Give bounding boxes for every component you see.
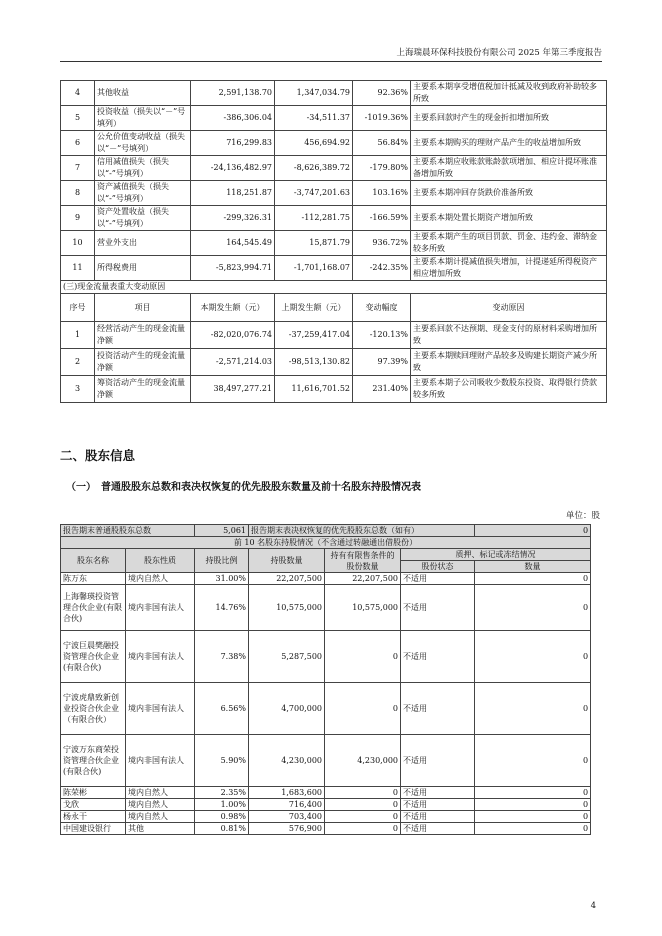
shareholder-count: 0 xyxy=(475,787,591,799)
cashflow-header-row xyxy=(61,294,607,322)
profit-prior: -3,747,201.63 xyxy=(275,181,353,206)
shareholder-restricted: 0 xyxy=(325,683,401,735)
profit-reason: 主要系本期应收账款账龄款项增加、相应计提坏账准备增加所致 xyxy=(411,156,607,181)
profit-reason: 主要系本期计提减值损失增加，计提递延所得税资产相应增加所致 xyxy=(411,256,607,281)
profit-prior: 456,694.92 xyxy=(275,131,353,156)
cashflow-current: 38,497,277.21 xyxy=(191,376,275,403)
profit-current: -24,136,482.97 xyxy=(191,156,275,181)
cashflow-section-row xyxy=(61,281,607,294)
shareholder-status: 不适用 xyxy=(401,823,475,835)
shareholder-nature: 境内非国有法人 xyxy=(126,631,195,683)
shareholder-nature: 境内自然人 xyxy=(126,811,195,823)
profit-change: -1019.36% xyxy=(353,106,411,131)
col-header-nature: 股东性质 xyxy=(126,549,195,573)
shareholder-status: 不适用 xyxy=(401,631,475,683)
profit-row xyxy=(61,131,607,156)
profit-item: 信用减值损失（损失以“-”号填列） xyxy=(95,156,191,181)
col-header-no: 序号 xyxy=(61,294,95,322)
profit-row xyxy=(61,156,607,181)
shareholder-nature: 境内自然人 xyxy=(126,799,195,811)
profit-rows xyxy=(61,81,607,281)
shareholder-nature: 境内非国有法人 xyxy=(126,735,195,787)
shareholder-status: 不适用 xyxy=(401,683,475,735)
shareholder-name: 宁波虎鼎致新创业投资合伙企业（有限合伙） xyxy=(61,683,126,735)
col-header-current: 本期发生额（元） xyxy=(191,294,275,322)
section-title: 二、股东信息 xyxy=(60,448,136,463)
profit-change: -242.35% xyxy=(353,256,411,281)
cashflow-no: 3 xyxy=(61,376,95,403)
profit-change: 92.36% xyxy=(353,81,411,106)
shareholder-qty: 703,400 xyxy=(249,811,325,823)
cashflow-no: 2 xyxy=(61,349,95,376)
shareholder-name: 上海馨瑛投资管理合伙企业(有限合伙) xyxy=(61,585,126,631)
shareholder-ratio: 6.56% xyxy=(195,683,249,735)
profit-current: -299,326.31 xyxy=(191,206,275,231)
profit-reason: 主要系回款时产生的现金折扣增加所致 xyxy=(411,106,607,131)
cashflow-prior: -37,259,417.04 xyxy=(275,322,353,349)
shareholder-name: 陈万东 xyxy=(61,573,126,585)
cashflow-reason: 主要系本期赎回理财产品较多及购建长期资产减少所致 xyxy=(411,349,607,376)
shareholder-qty: 4,230,000 xyxy=(249,735,325,787)
profit-prior: -112,281.75 xyxy=(275,206,353,231)
shareholder-qty: 1,683,600 xyxy=(249,787,325,799)
profit-current: -5,823,994.71 xyxy=(191,256,275,281)
cashflow-row xyxy=(61,322,607,349)
shareholder-name: 宁波巨晨樊融投资管理合伙企业(有限合伙) xyxy=(61,631,126,683)
col-header-count: 数量 xyxy=(475,561,591,573)
cashflow-item: 筹资活动产生的现金流量净额 xyxy=(95,376,191,403)
shareholder-qty: 716,400 xyxy=(249,799,325,811)
col-header-item: 项目 xyxy=(95,294,191,322)
profit-no: 9 xyxy=(61,206,95,231)
shareholder-status: 不适用 xyxy=(401,735,475,787)
total-shareholders-value: 5,061 xyxy=(195,525,249,537)
shareholder-qty: 5,287,500 xyxy=(249,631,325,683)
profit-row xyxy=(61,81,607,106)
shareholder-ratio: 7.38% xyxy=(195,631,249,683)
shareholder-qty: 10,575,000 xyxy=(249,585,325,631)
unit-label: 单位：股 xyxy=(565,511,600,521)
profit-prior: -34,511.37 xyxy=(275,106,353,131)
shareholder-header-row-1 xyxy=(61,549,591,561)
profit-change: -166.59% xyxy=(353,206,411,231)
col-header-ratio: 持股比例 xyxy=(195,549,249,573)
col-header-status: 股份状态 xyxy=(401,561,475,573)
profit-current: 2,591,138.70 xyxy=(191,81,275,106)
pref-shareholders-label: 报告期末表决权恢复的优先股股东总数（如有） xyxy=(249,525,475,537)
shareholder-ratio: 5.90% xyxy=(195,735,249,787)
col-header-prior: 上期发生额（元） xyxy=(275,294,353,322)
cashflow-change: -120.13% xyxy=(353,322,411,349)
shareholder-nature: 境内自然人 xyxy=(126,573,195,585)
shareholder-nature: 其他 xyxy=(126,823,195,835)
shareholder-name: 宁波万东商荣投资管理合伙企业(有限合伙) xyxy=(61,735,126,787)
profit-current: 716,299.83 xyxy=(191,131,275,156)
profit-reason: 主要系本期冲回存货跌价准备所致 xyxy=(411,181,607,206)
shareholders-table xyxy=(60,524,591,835)
change-reasons-table xyxy=(60,80,607,403)
profit-item: 其他收益 xyxy=(95,81,191,106)
shareholder-row xyxy=(61,573,591,585)
profit-row xyxy=(61,106,607,131)
shareholder-restricted: 0 xyxy=(325,823,401,835)
profit-item: 资产减值损失（损失以“-”号填列） xyxy=(95,181,191,206)
page-number: 4 xyxy=(590,901,596,911)
shareholder-status: 不适用 xyxy=(401,811,475,823)
top10-label: 前 10 名股东持股情况（不含通过转融通出借股份） xyxy=(61,537,591,549)
shareholder-restricted: 0 xyxy=(325,631,401,683)
profit-change: 56.84% xyxy=(353,131,411,156)
shareholder-restricted: 4,230,000 xyxy=(325,735,401,787)
shareholder-count: 0 xyxy=(475,811,591,823)
shareholder-totals-row xyxy=(61,525,591,537)
profit-no: 8 xyxy=(61,181,95,206)
profit-current: -386,306.04 xyxy=(191,106,275,131)
profit-row xyxy=(61,256,607,281)
cashflow-section-label: (三)现金流量表重大变动原因 xyxy=(61,281,607,294)
cashflow-no: 1 xyxy=(61,322,95,349)
profit-no: 10 xyxy=(61,231,95,256)
shareholder-qty: 576,900 xyxy=(249,823,325,835)
profit-change: -179.80% xyxy=(353,156,411,181)
shareholder-row xyxy=(61,683,591,735)
pref-shareholders-value: 0 xyxy=(475,525,591,537)
shareholder-count: 0 xyxy=(475,823,591,835)
profit-change: 103.16% xyxy=(353,181,411,206)
shareholder-ratio: 0.81% xyxy=(195,823,249,835)
shareholder-rows xyxy=(61,573,591,835)
shareholder-nature: 境内非国有法人 xyxy=(126,585,195,631)
shareholder-row xyxy=(61,735,591,787)
shareholder-count: 0 xyxy=(475,799,591,811)
cashflow-row xyxy=(61,376,607,403)
profit-no: 11 xyxy=(61,256,95,281)
profit-prior: -8,626,389.72 xyxy=(275,156,353,181)
col-header-pledge: 质押、标记或冻结情况 xyxy=(401,549,591,561)
shareholder-name: 中国建设银行 xyxy=(61,823,126,835)
profit-prior: -1,701,168.07 xyxy=(275,256,353,281)
profit-no: 6 xyxy=(61,131,95,156)
cashflow-item: 投资活动产生的现金流量净额 xyxy=(95,349,191,376)
profit-change: 936.72% xyxy=(353,231,411,256)
shareholder-status: 不适用 xyxy=(401,585,475,631)
shareholder-name: 戈欣 xyxy=(61,799,126,811)
profit-row xyxy=(61,206,607,231)
cashflow-reason: 主要系回款不达预期、现金支付的原材料采购增加所致 xyxy=(411,322,607,349)
profit-row xyxy=(61,181,607,206)
shareholder-nature: 境内自然人 xyxy=(126,787,195,799)
profit-no: 5 xyxy=(61,106,95,131)
profit-item: 资产处置收益（损失以“-”号填列） xyxy=(95,206,191,231)
sub-title: （一） 普通股股东总数和表决权恢复的优先股股东数量及前十名股东持股情况表 xyxy=(66,482,421,493)
cashflow-reason: 主要系本期子公司吸收少数股东投资、取得银行贷款较多所致 xyxy=(411,376,607,403)
col-header-name: 股东名称 xyxy=(61,549,126,573)
shareholder-count: 0 xyxy=(475,585,591,631)
shareholder-count: 0 xyxy=(475,683,591,735)
top10-label-row xyxy=(61,537,591,549)
cashflow-rows xyxy=(61,322,607,403)
cashflow-current: -2,571,214.03 xyxy=(191,349,275,376)
profit-prior: 15,871.79 xyxy=(275,231,353,256)
shareholder-status: 不适用 xyxy=(401,787,475,799)
page-header: 上海瑞晨环保科技股份有限公司 2025 年第三季度报告 xyxy=(396,48,602,58)
profit-no: 7 xyxy=(61,156,95,181)
cashflow-change: 97.39% xyxy=(353,349,411,376)
profit-reason: 主要系本期产生的项目罚款、罚金、违约金、滞纳金较多所致 xyxy=(411,231,607,256)
shareholder-row xyxy=(61,787,591,799)
shareholder-ratio: 0.98% xyxy=(195,811,249,823)
shareholder-count: 0 xyxy=(475,631,591,683)
total-shareholders-label: 报告期末普通股股东总数 xyxy=(61,525,195,537)
cashflow-prior: 11,616,701.52 xyxy=(275,376,353,403)
cashflow-current: -82,020,076.74 xyxy=(191,322,275,349)
shareholder-ratio: 31.00% xyxy=(195,573,249,585)
cashflow-prior: -98,513,130.82 xyxy=(275,349,353,376)
profit-reason: 主要系本期处置长期资产增加所致 xyxy=(411,206,607,231)
shareholder-row xyxy=(61,631,591,683)
shareholder-restricted: 0 xyxy=(325,799,401,811)
profit-reason: 主要系本期享受增值税加计抵减及收到政府补助较多所致 xyxy=(411,81,607,106)
profit-no: 4 xyxy=(61,81,95,106)
shareholder-nature: 境内非国有法人 xyxy=(126,683,195,735)
shareholder-name: 杨永干 xyxy=(61,811,126,823)
shareholder-restricted: 10,575,000 xyxy=(325,585,401,631)
shareholder-status: 不适用 xyxy=(401,573,475,585)
profit-prior: 1,347,034.79 xyxy=(275,81,353,106)
shareholder-restricted: 22,207,500 xyxy=(325,573,401,585)
shareholder-ratio: 14.76% xyxy=(195,585,249,631)
header-rule xyxy=(60,61,602,62)
profit-row xyxy=(61,231,607,256)
profit-item: 投资收益（损失以“－”号填列） xyxy=(95,106,191,131)
shareholder-count: 0 xyxy=(475,735,591,787)
cashflow-row xyxy=(61,349,607,376)
profit-item: 公允价值变动收益（损失以“－”号填列） xyxy=(95,131,191,156)
col-header-change: 变动幅度 xyxy=(353,294,411,322)
shareholder-count: 0 xyxy=(475,573,591,585)
shareholder-row xyxy=(61,585,591,631)
col-header-reason: 变动原因 xyxy=(411,294,607,322)
shareholder-name: 陈荣彬 xyxy=(61,787,126,799)
profit-current: 118,251.87 xyxy=(191,181,275,206)
shareholder-restricted: 0 xyxy=(325,787,401,799)
shareholder-row xyxy=(61,823,591,835)
shareholder-ratio: 1.00% xyxy=(195,799,249,811)
col-header-restricted: 持有有限售条件的股份数量 xyxy=(325,549,401,573)
col-header-qty: 持股数量 xyxy=(249,549,325,573)
shareholder-restricted: 0 xyxy=(325,811,401,823)
shareholder-ratio: 2.35% xyxy=(195,787,249,799)
cashflow-item: 经营活动产生的现金流量净额 xyxy=(95,322,191,349)
shareholder-status: 不适用 xyxy=(401,799,475,811)
profit-item: 所得税费用 xyxy=(95,256,191,281)
profit-current: 164,545.49 xyxy=(191,231,275,256)
cashflow-change: 231.40% xyxy=(353,376,411,403)
shareholder-row xyxy=(61,799,591,811)
shareholder-qty: 4,700,000 xyxy=(249,683,325,735)
profit-reason: 主要系本期购买的理财产品产生的收益增加所致 xyxy=(411,131,607,156)
shareholder-row xyxy=(61,811,591,823)
profit-item: 营业外支出 xyxy=(95,231,191,256)
shareholder-qty: 22,207,500 xyxy=(249,573,325,585)
